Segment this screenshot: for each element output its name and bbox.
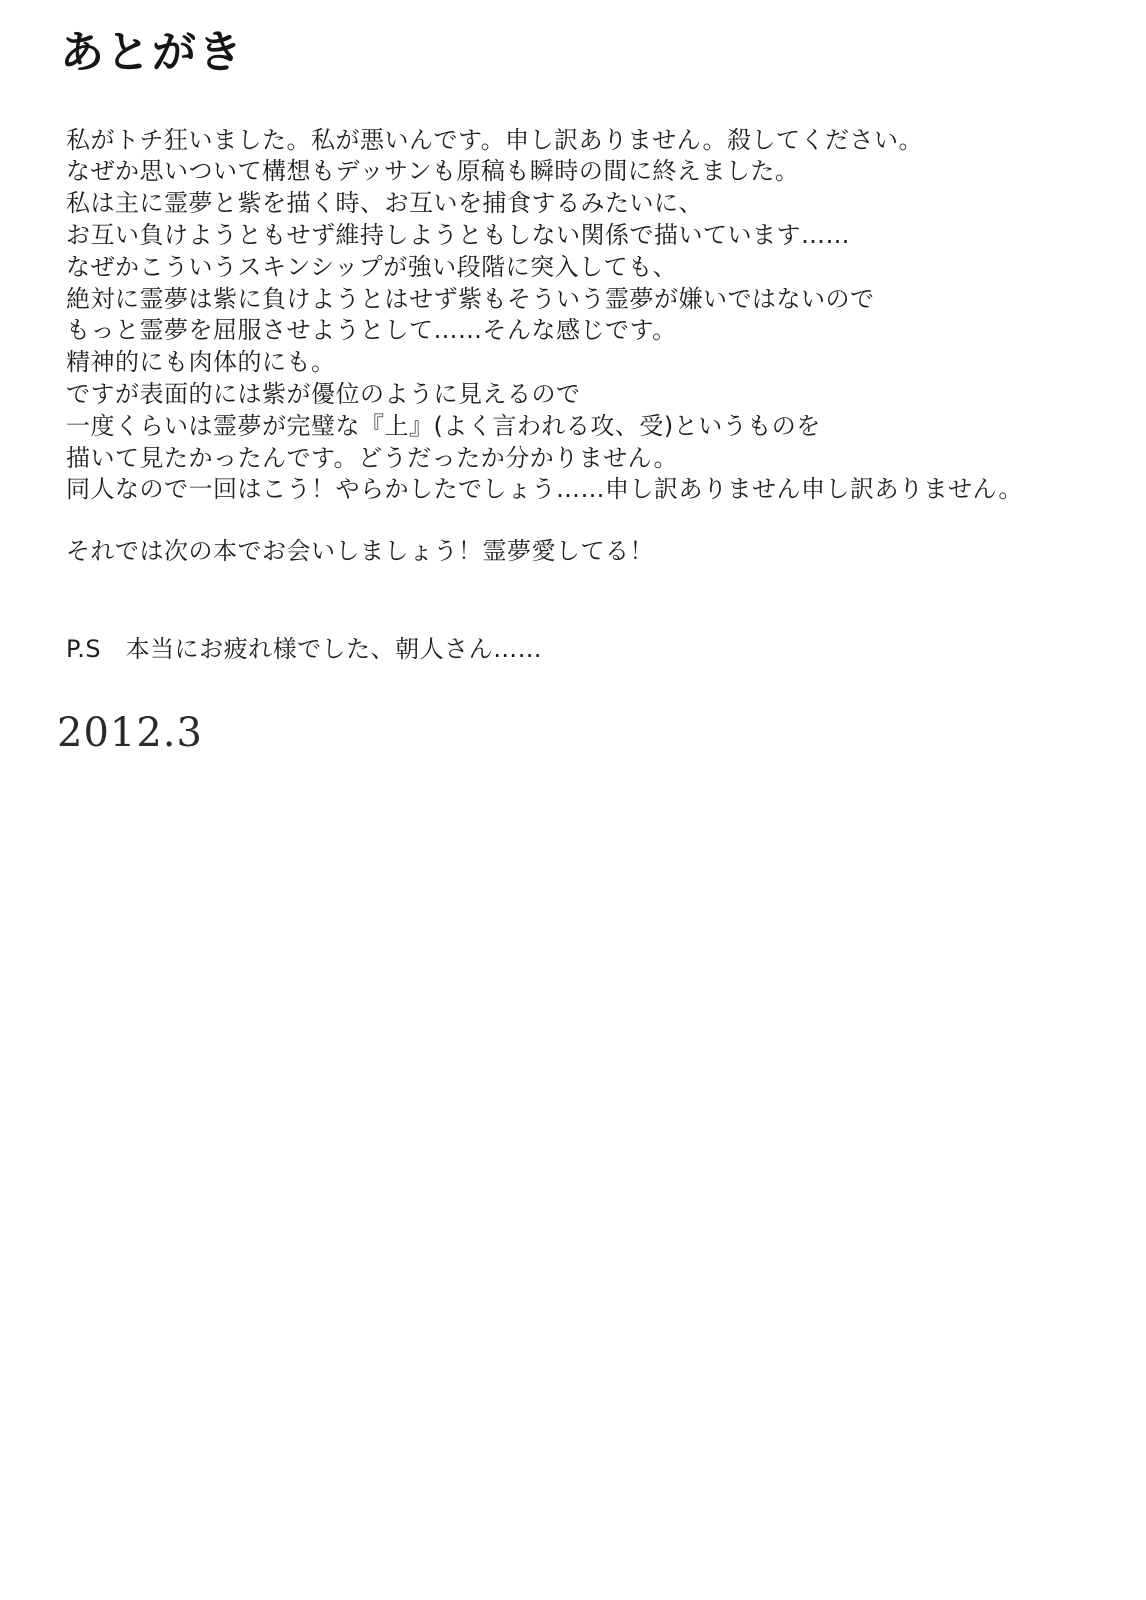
closing-line: それでは次の本でお会いしましょう！霊夢愛してる！	[66, 537, 654, 566]
body-text-line: 同人なので一回はこう！やらかしたでしょう……申し訳ありません申し訳ありません。	[66, 475, 1023, 504]
body-text-line: なぜかこういうスキンシップが強い段階に突入しても、	[66, 252, 678, 281]
afterword-body	[66, 125, 1106, 507]
body-text-line: 私は主に霊夢と紫を描く時、お互いを捕食するみたいに、	[66, 189, 703, 218]
body-text-line: 精神的にも肉体的にも。	[66, 348, 336, 377]
postscript-line: P.S 本当にお疲れ様でした、朝人さん……	[66, 634, 543, 663]
date-line: 2012.3	[57, 709, 203, 756]
body-text-line: もっと霊夢を屈服させようとして……そんな感じです。	[66, 316, 677, 345]
body-text-line: ですが表面的には紫が優位のように見えるので	[66, 379, 581, 408]
body-text-line: 絶対に霊夢は紫に負けようとはせず紫もそういう霊夢が嫌いではないので	[66, 284, 875, 313]
body-text-line: 私がトチ狂いました。私が悪いんです。申し訳ありません。殺してください。	[66, 125, 924, 154]
body-text-line: 一度くらいは霊夢が完璧な『上』(よく言われる攻、受)というものを	[66, 411, 821, 440]
body-text-line: なぜか思いついて構想もデッサンも原稿も瞬時の間に終えました。	[66, 157, 800, 186]
body-text-line: 描いて見たかったんです。どうだったか分かりません。	[66, 443, 679, 472]
page-title: あとがき	[60, 27, 244, 78]
body-text-line: お互い負けようともせず維持しようともしない関係で描いています……	[66, 220, 850, 249]
